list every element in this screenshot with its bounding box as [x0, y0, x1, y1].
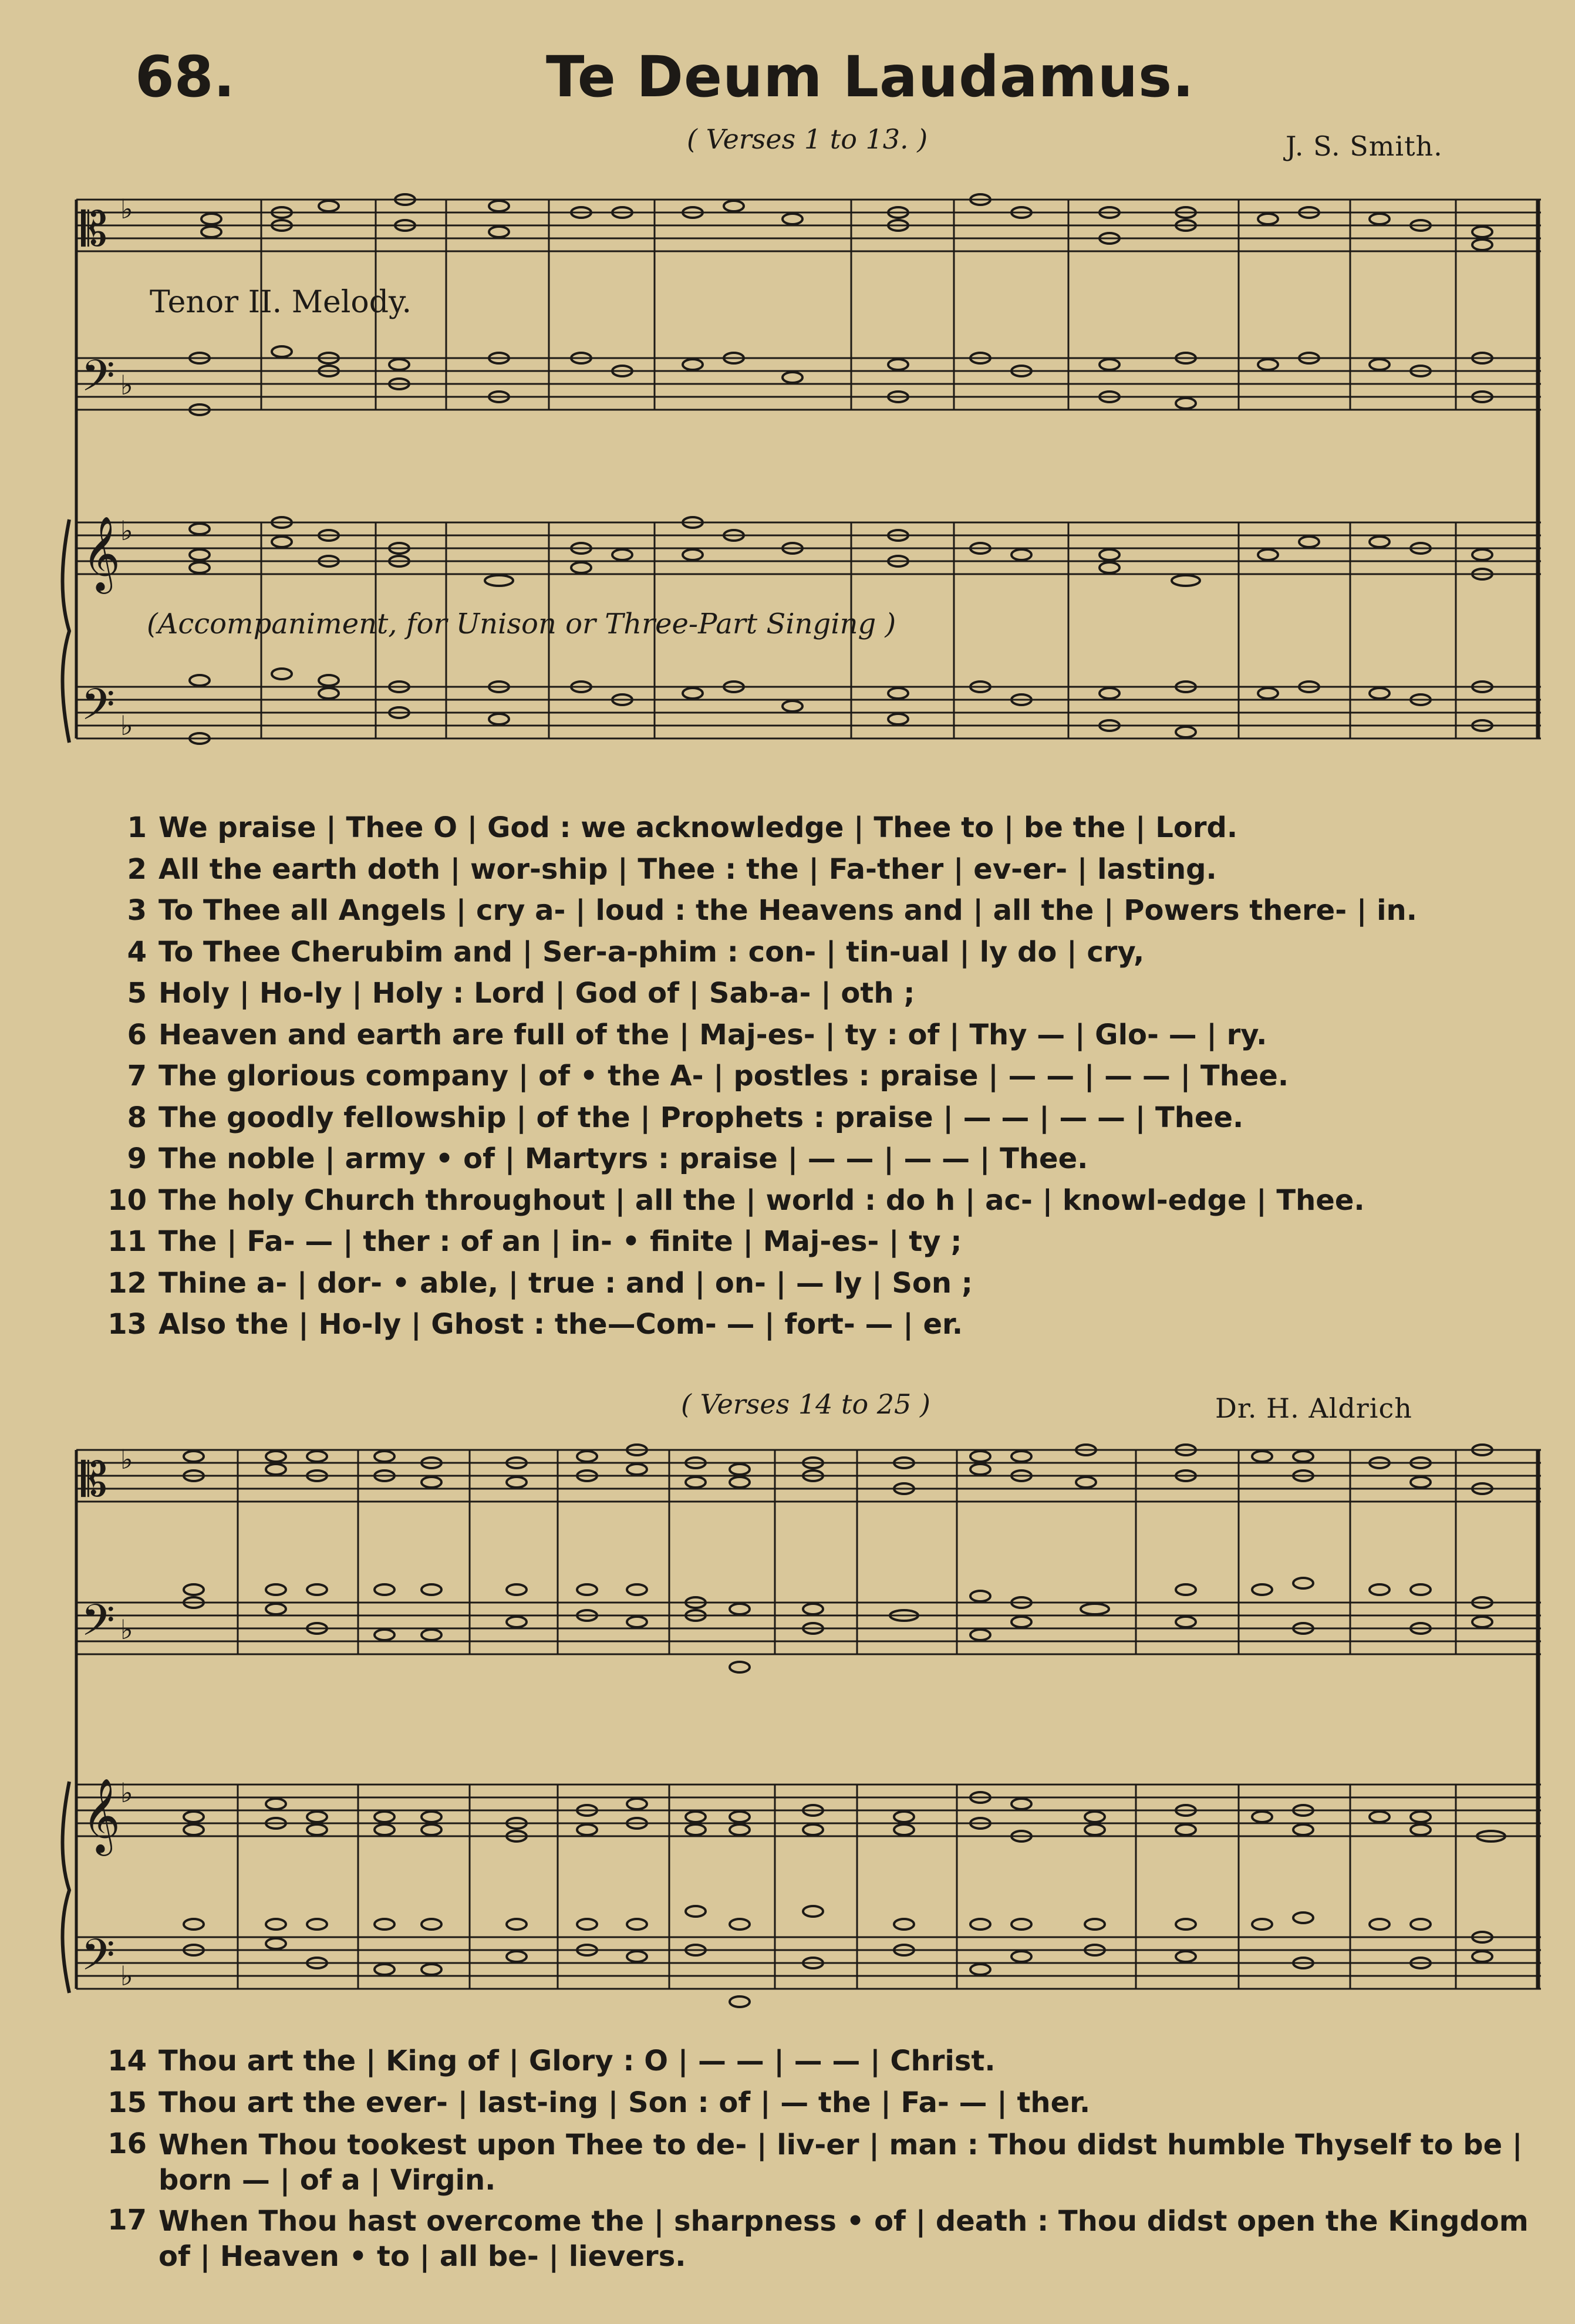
alto-clef: 𝄡	[81, 202, 107, 257]
notes-staff-4	[190, 669, 1492, 744]
verse-line: 9 The noble | army • of | Martyrs : praise | — — | — — | Thee.	[127, 1142, 1088, 1175]
notes-staff-3	[190, 517, 1492, 586]
verse-line: 1 We praise | Thee O | God : we acknowledge | Thee to | be the | Lord.	[127, 811, 1238, 844]
composer-2: Dr. H. Aldrich	[1215, 1392, 1412, 1424]
staff-tenor-1	[76, 200, 1541, 251]
composer-1: J. S. Smith.	[1286, 130, 1443, 162]
notes-staff-7	[184, 1792, 1505, 1841]
music-system-2	[0, 1432, 1575, 2060]
verse-line: 6 Heaven and earth are full of the | Maj-es- | ty : of | Thy — | Glo- — | ry.	[127, 1018, 1267, 1051]
staff-accomp-bass-2	[76, 1937, 1541, 1989]
verse-line: 4 To Thee Cherubim and | Ser-a-phim : con- | tin-ual | ly do | cry,	[127, 935, 1145, 969]
verse-line: 2 All the earth doth | wor-ship | Thee : the | Fa-ther | ev-er- | lasting.	[127, 852, 1217, 886]
svg-text:𝄡: 𝄡	[81, 1452, 107, 1507]
staff-bass-2	[76, 1603, 1541, 1654]
svg-text:𝄢: 𝄢	[81, 1595, 115, 1657]
notes-staff-6	[184, 1578, 1492, 1672]
melody-label: Tenor II. Melody.	[150, 285, 412, 320]
bass-clef-accomp: 𝄢	[81, 679, 115, 741]
verse-line: 11 The | Fa- — | ther : of an | in- • finite | Maj-es- | ty ;	[107, 1225, 962, 1258]
verses-range-1: ( Verses 1 to 13. )	[687, 123, 928, 155]
verse-line: 15 Thou art the ever- | last-ing | Son : of | — the | Fa- — | ther.	[107, 2086, 1091, 2119]
verse-line: 7 The glorious company | of • the A- | postles : praise | — — | — — | Thee.	[127, 1060, 1289, 1092]
verse-line: 12 Thine a- | dor- • able, | true : and | on- | — ly | Son ;	[107, 1266, 973, 1300]
svg-text:♭: ♭	[120, 1443, 133, 1475]
svg-text:𝄢: 𝄢	[81, 1930, 115, 1991]
page-number: 68.	[135, 44, 235, 110]
staff-accomp-bass-1	[76, 687, 1541, 738]
notes-staff-2	[190, 346, 1492, 415]
notes-staff-5	[184, 1445, 1492, 1494]
svg-text:♭: ♭	[120, 193, 133, 225]
hymn-title: Te Deum Laudamus.	[546, 44, 1195, 110]
bass-clef: 𝄢	[81, 350, 115, 412]
staff-bass-1	[76, 358, 1541, 410]
verse-line: 13 Also the | Ho-ly | Ghost : the—Com- — | fort- — | er.	[107, 1308, 963, 1341]
verse-line: 17 When Thou hast overcome the | sharpness • of | death : Thou didst open the Kingdom of | Heaven • to | all be- | lievers.	[107, 2204, 1529, 2273]
verse-line: 14 Thou art the | King of | Glory : O | — — | — — | Christ.	[107, 2045, 996, 2077]
svg-text:♭: ♭	[120, 710, 133, 741]
svg-text:♭: ♭	[120, 1960, 133, 1992]
notes-staff-1	[201, 194, 1492, 250]
staff-accomp-treble-2	[76, 1785, 1541, 1836]
verse-line: 10 The holy Church throughout | all the | world : do h | ac- | knowl-edge | Thee.	[107, 1183, 1365, 1217]
svg-text:♭: ♭	[120, 515, 133, 547]
verses-range-2: ( Verses 14 to 25 )	[681, 1388, 930, 1420]
svg-text:♭: ♭	[120, 1777, 133, 1809]
svg-text:♭: ♭	[120, 369, 133, 401]
accompaniment-label: (Accompaniment, for Unison or Three-Part Singing )	[147, 608, 896, 640]
verse-line: 8 The goodly fellowship | of the | Prophets : praise | — — | — — | Thee.	[127, 1101, 1244, 1134]
staff-accomp-treble-1	[76, 522, 1541, 574]
verse-line: 16 When Thou tookest upon Thee to de- | liv-er | man : Thou didst humble Thyself to be | born — | of a | Virgin.	[107, 2127, 1523, 2197]
verses-14-17	[106, 2045, 1550, 2280]
treble-clef: 𝄞	[82, 515, 121, 591]
svg-text:𝄞: 𝄞	[82, 1777, 121, 1853]
notes-staff-8	[184, 1906, 1492, 2007]
music-system-1	[0, 176, 1575, 822]
svg-text:♭: ♭	[120, 1614, 133, 1645]
verse-line: 3 To Thee all Angels | cry a- | loud : the Heavens and | all the | Powers there- | in.	[127, 894, 1417, 927]
verse-line: 5 Holy | Ho-ly | Holy : Lord | God of | Sab-a- | oth ;	[127, 977, 915, 1010]
verses-1-13	[106, 811, 1550, 1350]
